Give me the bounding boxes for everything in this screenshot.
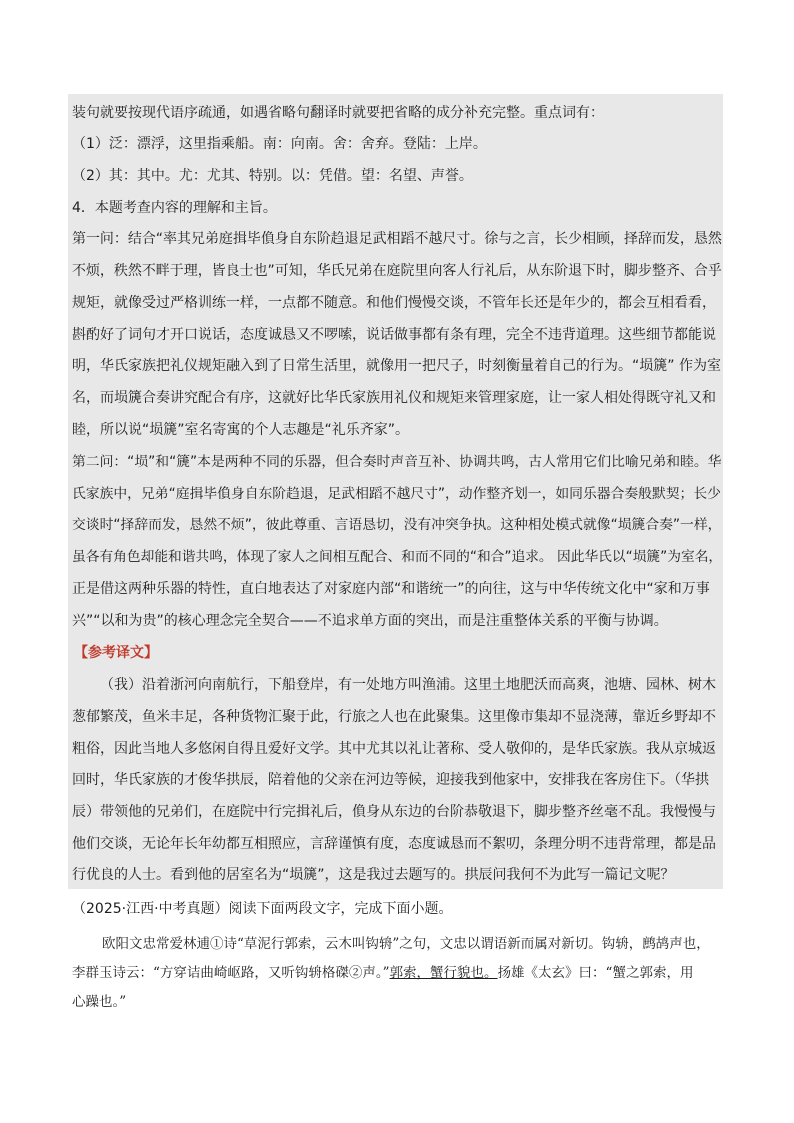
text-line: 明，华氏家族把礼仪规矩融入到了日常生活里，就像用一把尺子，时刻衡量着自己的行为。“埙篪” 作为室 (72, 358, 721, 374)
text-line: 虽各有角色却能和谐共鸣，体现了家人之间相互配合、和而不同的“和合”追求。 因此华氏以“埙篪”为室名， (72, 549, 723, 565)
text-line: （2）其：其中。尤：尤其、特别。以：凭借。望：名望、声誉。 (72, 168, 473, 184)
text-line: 4．本题考查内容的理解和主旨。 (72, 200, 277, 216)
source-line: （2025·江西·中考真题）阅读下面两段文字，完成下面小题。 (72, 901, 453, 917)
text-line: 正是借这两种乐器的特性，直白地表达了对家庭内部“和谐统一”的向往，这与中华传统文化中“家和万事 (72, 581, 710, 597)
text-line: 粗俗，因此当地人多悠闲自得且爱好文学。其中尤其以礼让著称、受人敬仰的，是华氏家族。我从京城返 (72, 741, 716, 757)
passage-underlined-text: 郭索，蟹行貌也。 (389, 965, 498, 981)
text-line: 氏家族中，兄弟“庭揖毕偩身自东阶趋退，足武相蹈不越尺寸”，动作整齐划一，如同乐器合奏般默契；长少 (72, 486, 721, 502)
text-line: 葱郁繁茂，鱼米丰足，各种货物汇聚于此，行旅之人也在此聚集。这里像市集却不显浇薄，靠近乡野却不 (72, 709, 716, 725)
text-line: 装句就要按现代语序疏通，如遇省略句翻译时就要把省略的成分补充完整。重点词有： (72, 105, 604, 121)
text-line: 他们交谈，无论年长年幼都互相照应，言辞谨慎有度，态度诚恳而不絮叨，条理分明不违背常理，都是品 (72, 836, 716, 852)
passage-line: 心躁也。” (72, 994, 127, 1010)
text-line: 辰）带领他的兄弟们，在庭院中行完揖礼后，偩身从东边的台阶恭敬退下，脚步整齐丝毫不乱。我慢慢与 (72, 804, 716, 820)
text-line: 第二问：“埙”和“篪”本是两种不同的乐器，但合奏时声音互补、协调共鸣，古人常用它们比喻兄弟和睦。华 (72, 454, 722, 470)
text-line: 睦，所以说“埙篪”室名寄寓的个人志趣是“礼乐齐家”。 (72, 422, 410, 438)
text-line: 兴”“以和为贵”的核心理念完全契合——不追求单方面的突出，而是注重整体关系的平衡与协调。 (72, 613, 668, 629)
text-line: （我）沿着浙河向南航行，下船登岸，有一处地方叫渔浦。这里土地肥沃而高爽，池塘、园林、树木 (100, 677, 716, 693)
text-line: 不烦，秩然不畔于理，皆良士也”可知，华氏兄弟在庭院里向客人行礼后，从东阶退下时，脚步整齐、合乎 (72, 263, 722, 279)
text-line: 斟酌好了词句才开口说话，态度诚恳又不啰嗦，说话做事都有条有理，完全不违背道理。这些细节都能说 (72, 327, 716, 343)
text-line: 回时，华氏家族的才俊华拱辰，陪着他的父亲在河边等候，迎接我到他家中，安排我在客房住下。（华拱 (72, 772, 709, 788)
text-line: 第一问：结合“率其兄弟庭揖毕偩身自东阶趋退足武相蹈不越尺寸。徐与之言，长少相顾，择辞而发，恳然 (72, 231, 722, 247)
section-header: 【参考译文】 (74, 645, 158, 661)
text-line: 名，而埙篪合奏讲究配合有序，这就好比华氏家族用礼仪和规矩来管理家庭，让一家人相处得既守礼又和 (72, 390, 716, 406)
passage-line: 欧阳文忠常爱林逋①诗“草泥行郭索，云木叫钩辀”之句，文忠以谓语新而属对新切。钩辀，鹧鸪声也， (102, 936, 710, 952)
text-line: 行优良的人士。看到他的居室名为“埙篪”，这是我过去题写的。拱辰问我何不为此写一篇记文呢？ (72, 867, 675, 883)
passage-text: 李群玉诗云：“方穿诘曲崎岖路，又听钩辀格磔②声。” (72, 965, 390, 981)
passage-line (72, 964, 693, 983)
text-line: 规矩，就像受过严格训练一样，一点都不随意。和他们慢慢交谈，不管年长还是年少的，都会互相看看， (72, 295, 716, 311)
text-line: 交谈时“择辞而发，恳然不烦”，彼此尊重、言语恳切，没有冲突争执。这种相处模式就像“埙篪合奏”一样， (72, 517, 722, 533)
passage-text: 扬雄《太玄》曰：“蟹之郭索，用 (497, 965, 694, 981)
text-line: （1）泛：漂浮，这里指乘船。南：向南。舍：舍弃。登陆：上岸。 (72, 136, 487, 152)
